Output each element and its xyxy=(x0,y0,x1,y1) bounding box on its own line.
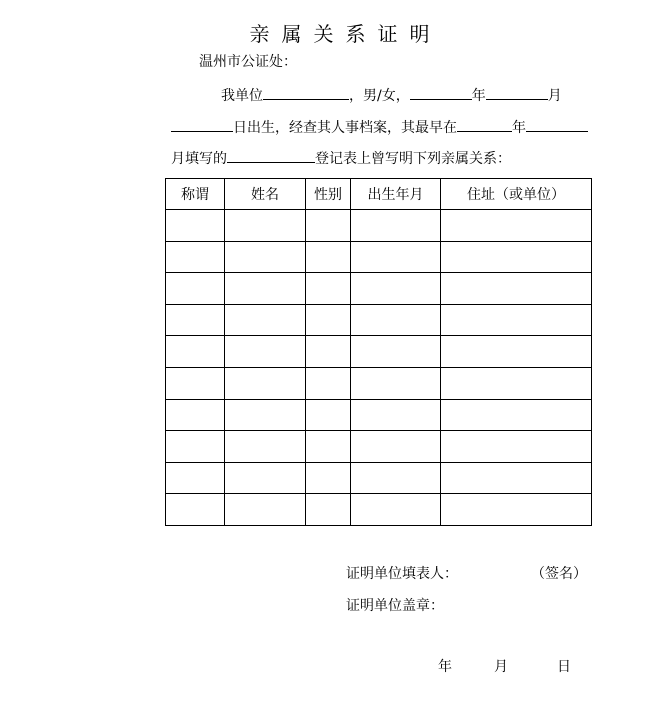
table-row xyxy=(166,241,592,273)
date-year: 年 xyxy=(438,659,452,675)
cell-birth-date[interactable] xyxy=(351,241,441,273)
table-row xyxy=(166,431,592,463)
cell-address[interactable] xyxy=(441,431,592,463)
header-gender: 性别 xyxy=(306,179,351,210)
table-row xyxy=(166,462,592,494)
cell-address[interactable] xyxy=(441,494,592,526)
table-row xyxy=(166,399,592,431)
header-address: 住址（或单位） xyxy=(441,179,592,210)
cell-name[interactable] xyxy=(225,462,306,494)
cell-gender[interactable] xyxy=(306,494,351,526)
page-title: 亲属关系证明 xyxy=(249,22,442,46)
cell-address[interactable] xyxy=(441,304,592,336)
cell-birth-date[interactable] xyxy=(351,494,441,526)
cell-name[interactable] xyxy=(225,304,306,336)
header-name: 姓名 xyxy=(225,179,306,210)
cell-relation[interactable] xyxy=(166,431,225,463)
header-relation: 称谓 xyxy=(166,179,225,210)
table-row xyxy=(166,367,592,399)
body-line-2 xyxy=(171,117,588,137)
cell-name[interactable] xyxy=(225,367,306,399)
relatives-table xyxy=(165,178,592,526)
cell-relation[interactable] xyxy=(166,462,225,494)
body-line-1-year: 年 xyxy=(471,88,486,104)
date-day: 日 xyxy=(557,659,571,675)
body-line-1-gender: ，男/女， xyxy=(349,88,410,104)
cell-birth-date[interactable] xyxy=(351,431,441,463)
cell-birth-date[interactable] xyxy=(351,336,441,368)
cell-birth-date[interactable] xyxy=(351,273,441,305)
table-row xyxy=(166,304,592,336)
cell-name[interactable] xyxy=(225,494,306,526)
cell-name[interactable] xyxy=(225,273,306,305)
cell-gender[interactable] xyxy=(306,336,351,368)
record-year-blank[interactable] xyxy=(457,117,512,132)
cell-gender[interactable] xyxy=(306,367,351,399)
cell-relation[interactable] xyxy=(166,399,225,431)
body-line-1-month: 月 xyxy=(547,88,562,104)
cell-address[interactable] xyxy=(441,462,592,494)
cell-birth-date[interactable] xyxy=(351,367,441,399)
cell-relation[interactable] xyxy=(166,304,225,336)
cell-name[interactable] xyxy=(225,241,306,273)
cell-address[interactable] xyxy=(441,210,592,242)
cell-birth-date[interactable] xyxy=(351,462,441,494)
body-line-3-text: 登记表上曾写明下列亲属关系： xyxy=(315,151,511,167)
cell-gender[interactable] xyxy=(306,399,351,431)
cell-address[interactable] xyxy=(441,367,592,399)
body-line-3-month: 月填写的 xyxy=(171,151,227,167)
cell-name[interactable] xyxy=(225,431,306,463)
cell-relation[interactable] xyxy=(166,336,225,368)
cell-relation[interactable] xyxy=(166,273,225,305)
body-line-3 xyxy=(171,148,511,168)
recipient-line: 温州市公证处： xyxy=(199,54,297,70)
cell-relation[interactable] xyxy=(166,210,225,242)
cell-gender[interactable] xyxy=(306,210,351,242)
seal-label: 证明单位盖章： xyxy=(346,598,444,614)
birth-month-blank[interactable] xyxy=(486,85,548,100)
table-row xyxy=(166,494,592,526)
record-month-blank[interactable] xyxy=(526,117,588,132)
birth-day-blank[interactable] xyxy=(171,117,233,132)
cell-gender[interactable] xyxy=(306,304,351,336)
table-row xyxy=(166,273,592,305)
cell-address[interactable] xyxy=(441,273,592,305)
cell-name[interactable] xyxy=(225,210,306,242)
body-line-1-prefix: 我单位 xyxy=(221,88,263,104)
cell-relation[interactable] xyxy=(166,494,225,526)
birth-year-blank[interactable] xyxy=(410,85,472,100)
cell-birth-date[interactable] xyxy=(351,210,441,242)
cell-address[interactable] xyxy=(441,241,592,273)
form-name-blank[interactable] xyxy=(227,148,315,163)
cell-gender[interactable] xyxy=(306,462,351,494)
cell-address[interactable] xyxy=(441,336,592,368)
unit-name-blank[interactable] xyxy=(263,85,349,100)
body-line-2-year: 年 xyxy=(512,120,526,136)
body-line-2-text: 日出生，经查其人事档案，其最早在 xyxy=(233,120,457,136)
body-line-1 xyxy=(221,85,562,105)
signature-note: （签名） xyxy=(531,566,587,582)
cell-name[interactable] xyxy=(225,399,306,431)
cell-gender[interactable] xyxy=(306,431,351,463)
cell-name[interactable] xyxy=(225,336,306,368)
cell-relation[interactable] xyxy=(166,367,225,399)
table-header-row xyxy=(166,179,592,210)
filler-label: 证明单位填表人： xyxy=(346,566,458,582)
cell-birth-date[interactable] xyxy=(351,399,441,431)
header-birth-date: 出生年月 xyxy=(351,179,441,210)
cell-birth-date[interactable] xyxy=(351,304,441,336)
cell-gender[interactable] xyxy=(306,241,351,273)
table-row xyxy=(166,210,592,242)
cell-relation[interactable] xyxy=(166,241,225,273)
table-row xyxy=(166,336,592,368)
date-month: 月 xyxy=(494,659,508,675)
cell-address[interactable] xyxy=(441,399,592,431)
cell-gender[interactable] xyxy=(306,273,351,305)
